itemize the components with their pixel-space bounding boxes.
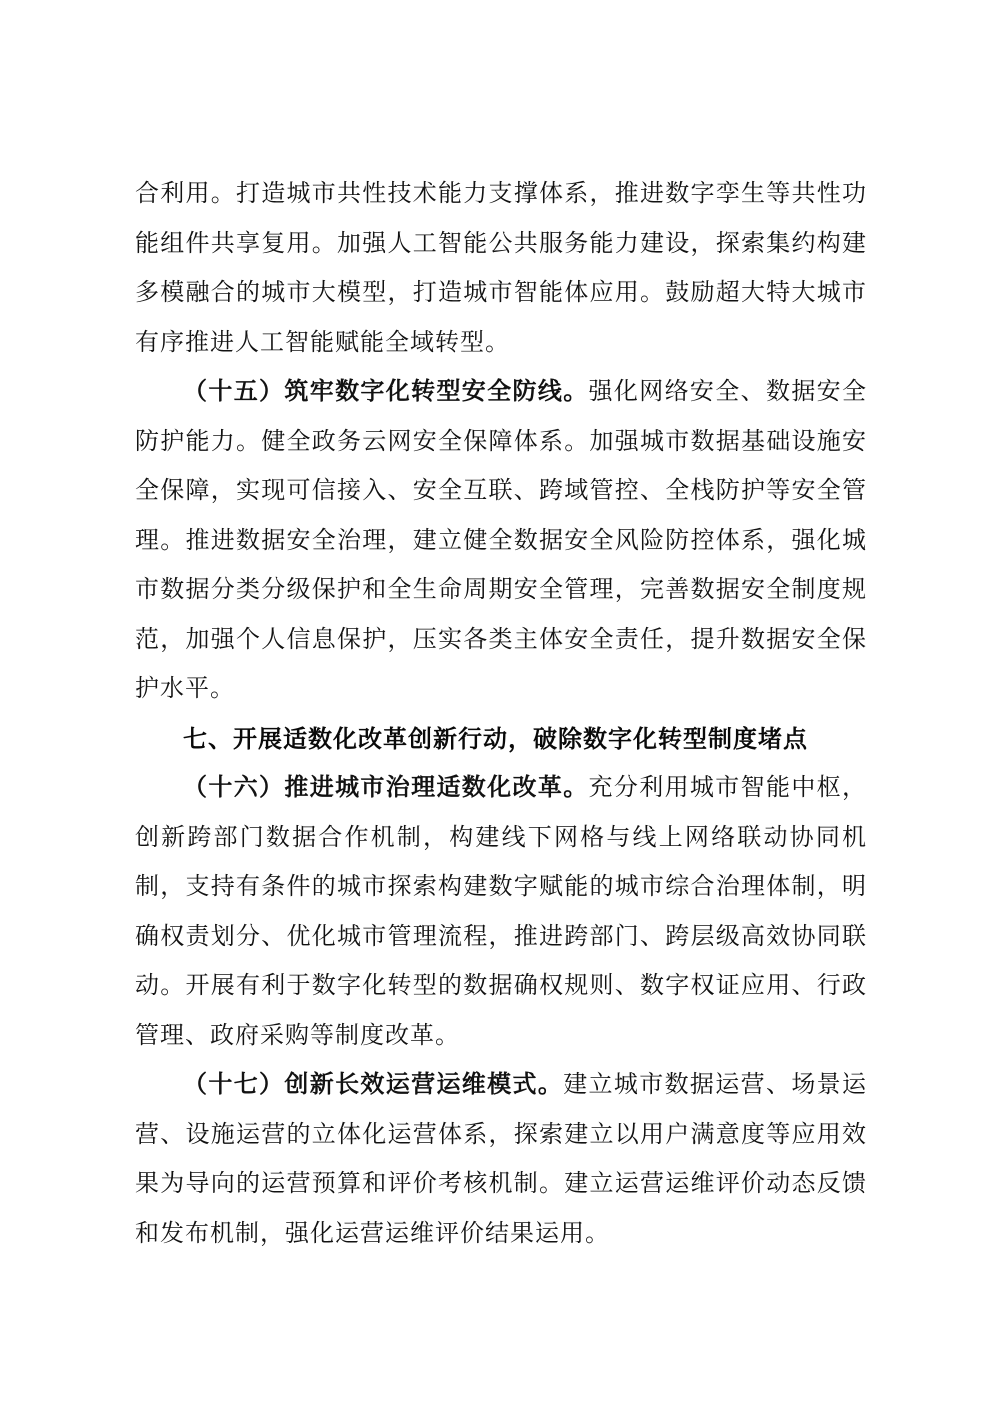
paragraph-lead: （十五）筑牢数字化转型安全防线。: [183, 379, 589, 405]
section-heading-text: 七、开展适数化改革创新行动，破除数字化转型制度堵点: [183, 725, 808, 753]
paragraph-text: 充分利用城市智能中枢，创新跨部门数据合作机制，构建线下网格与线上网络联动协同机制，支持有条件的城市探索构建数字赋能的城市综合治理体制，明确权责划分、优化城市管理流程，推进跨部门、跨层级高效协同联动。开展有利于数字化转型的数据确权规则、数字权证应用、行政管理、政府采购等制度改革。: [135, 775, 868, 1049]
paragraph-text: 合利用。打造城市共性技术能力支撑体系，推进数字孪生等共性功能组件共享复用。加强人工智能公共服务能力建设，探索集约构建多模融合的城市大模型，打造城市智能体应用。鼓励超大特大城市有序推进人工智能赋能全域转型。: [135, 181, 867, 356]
paragraph-continuation: [135, 170, 867, 368]
paragraph-item-15: [135, 368, 867, 715]
section-heading-7: [135, 715, 867, 765]
paragraph-text: 建立城市数据运营、场景运营、设施运营的立体化运营体系，探索建立以用户满意度等应用效果为导向的运营预算和评价考核机制。建立运营运维评价动态反馈和发布机制，强化运营运维评价结果运用。: [135, 1072, 868, 1247]
paragraph-lead: （十六）推进城市治理适数化改革。: [183, 775, 589, 801]
paragraph-text: 强化网络安全、数据安全防护能力。健全政务云网安全保障体系。加强城市数据基础设施安全保障，实现可信接入、安全互联、跨域管控、全栈防护等安全管理。推进数据安全治理，建立健全数据安全风险防控体系，强化城市数据分类分级保护和全生命周期安全管理，完善数据安全制度规范，加强个人信息保护，压实各类主体安全责任，提升数据安全保护水平。: [135, 379, 868, 702]
paragraph-item-17: [135, 1061, 867, 1259]
paragraph-lead: （十七）创新长效运营运维模式。: [183, 1072, 564, 1098]
paragraph-item-16: [135, 764, 867, 1061]
